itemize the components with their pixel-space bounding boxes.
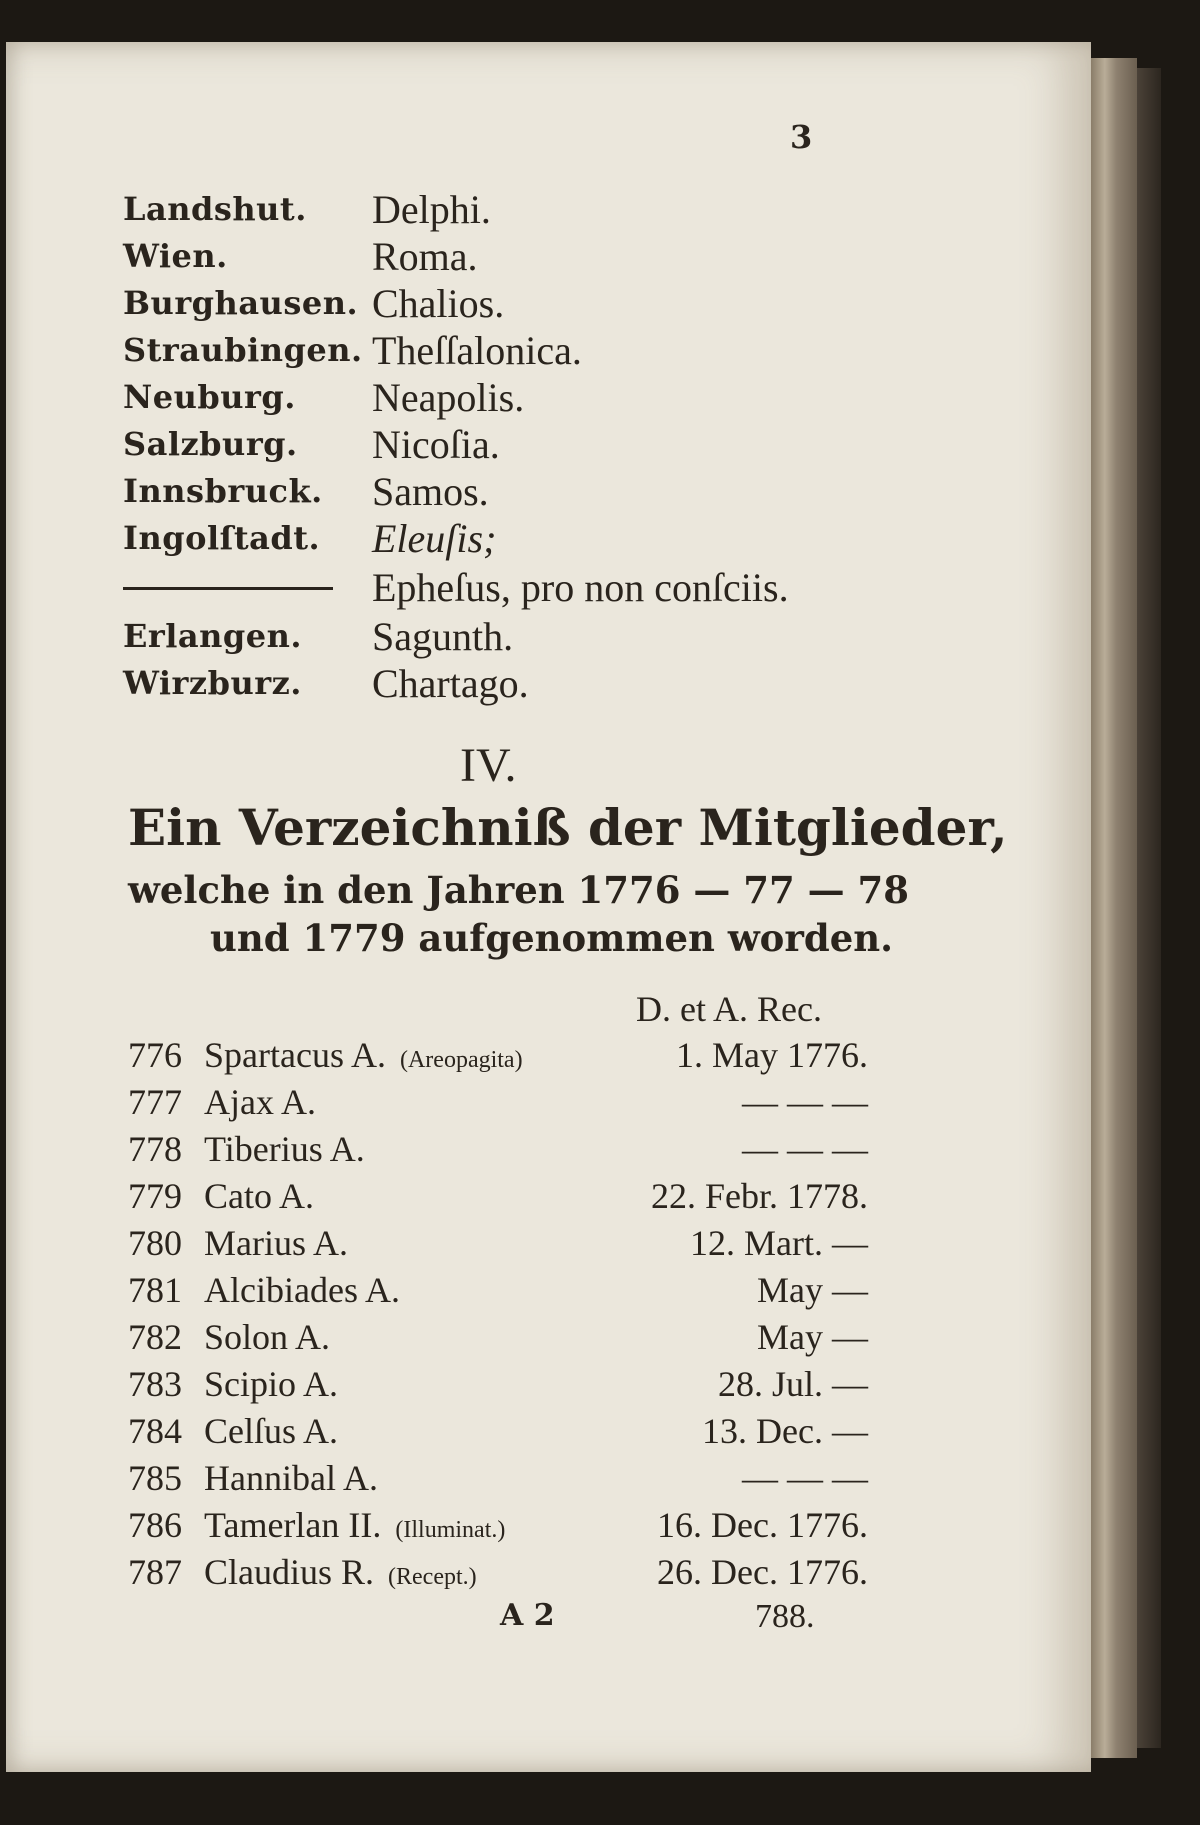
member-name: Hannibal A. [204,1458,378,1498]
member-date: 26. Dec. 1776. [657,1552,868,1592]
place-german: Ingolſtadt. [123,519,321,557]
place-german: Landshut. [123,190,307,228]
member-name: Spartacus A. [204,1035,386,1075]
book-cover-edge [1137,68,1161,1748]
place-latin: Roma. [372,234,478,279]
member-number: 786 [128,1505,182,1545]
member-name: Marius A. [204,1223,348,1263]
member-date: — — — [742,1129,868,1169]
place-german: Neuburg. [123,378,296,416]
member-name: Cato A. [204,1176,315,1216]
member-number: 782 [128,1317,182,1357]
member-note: (Illuminat.) [395,1517,506,1543]
member-number: 781 [128,1270,182,1310]
place-german: Innsbruck. [123,472,323,510]
member-name: Scipio A. [204,1364,339,1404]
member-name: Ajax A. [204,1082,316,1122]
member-date: 12. Mart. — [690,1223,868,1263]
member-name: Tamerlan II. [204,1505,382,1545]
table-row [128,1128,868,1172]
column-header: D. et A. Rec. [636,989,822,1029]
place-german: Erlangen. [123,617,303,655]
member-date: 13. Dec. — [702,1411,868,1451]
section-title-line2: welche in den Jahren 1776 — 77 — 78 [128,868,910,912]
member-number: 779 [128,1176,182,1216]
member-name: Claudius R. [204,1552,375,1592]
place-latin: Chalios. [372,281,505,326]
table-row [128,1457,868,1501]
member-number: 780 [128,1223,182,1263]
member-date: 1. May 1776. [676,1035,868,1075]
member-number: 778 [128,1129,182,1169]
place-german: Straubingen. [123,331,363,369]
member-number: 784 [128,1411,182,1451]
table-row [128,1034,868,1078]
place-latin: Delphi. [372,187,491,232]
section-title-line3: und 1779 aufgenommen worden. [210,916,894,960]
member-date: May — [757,1317,868,1357]
member-note: (Areopagita) [399,1047,523,1073]
member-date: — — — [742,1082,868,1122]
place-german: Wirzburz. [123,664,302,702]
member-date: 28. Jul. — [717,1364,868,1404]
place-german: Wien. [123,237,228,275]
member-number: 776 [128,1035,182,1075]
member-date: 16. Dec. 1776. [657,1505,868,1545]
place-german: Salzburg. [123,425,298,463]
place-latin: Eleuſis; [372,516,497,561]
member-number: 787 [128,1552,182,1592]
member-number: 783 [128,1364,182,1404]
member-name: Celſus A. [204,1411,339,1451]
member-name: Tiberius A. [204,1129,365,1169]
table-row [128,1175,868,1219]
table-row [128,1551,868,1595]
place-german: Burghausen. [123,284,359,322]
place-latin: Chartago. [372,661,529,706]
member-date: 22. Febr. 1778. [650,1176,868,1216]
table-row [128,1081,868,1125]
page-number: 3 [790,118,813,156]
member-name: Alcibiades A. [204,1270,400,1310]
table-row [128,1363,868,1407]
catchword: 788. [755,1598,815,1635]
signature-mark: A 2 [500,1598,555,1633]
member-number: 785 [128,1458,182,1498]
place-latin: Theſſalonica. [372,328,582,373]
section-title: Ein Verzeichniß der Mitglieder, [128,798,1008,857]
place-latin: Nicoſia. [372,422,500,467]
table-row [128,1410,868,1454]
page-edges [1091,58,1137,1758]
place-latin: Sagunth. [372,614,514,659]
member-name: Solon A. [204,1317,331,1357]
section-number: IV. [460,739,517,792]
place-latin: Samos. [372,469,489,514]
table-row [128,1222,868,1266]
place-latin: Neapolis. [372,375,525,420]
place-latin: Epheſus, pro non conſciis. [372,565,789,610]
member-date: May — [757,1270,868,1310]
table-row [128,1269,868,1313]
separator-rule [123,587,333,590]
table-row [128,1504,868,1548]
member-number: 777 [128,1082,182,1122]
table-row [128,1316,868,1360]
member-date: — — — [742,1458,868,1498]
member-note: (Recept.) [388,1564,477,1590]
